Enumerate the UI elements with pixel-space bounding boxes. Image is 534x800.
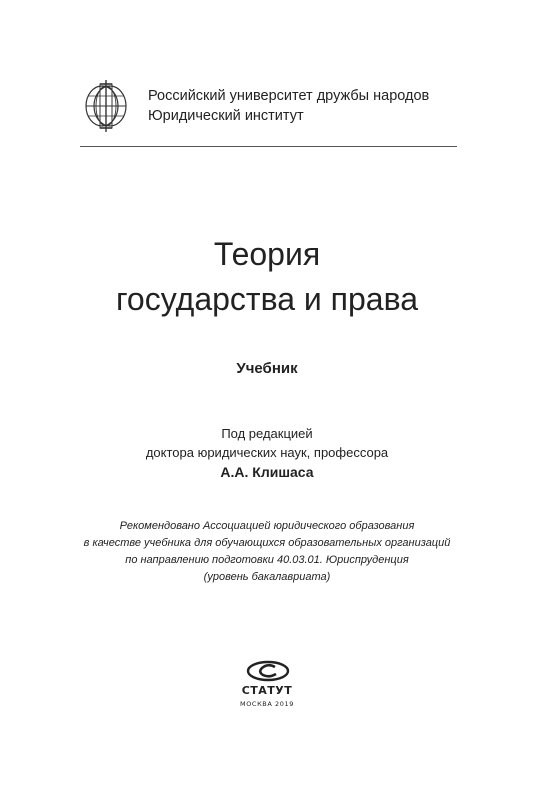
publisher-name: СТАТУТ xyxy=(241,684,293,697)
university-name: Российский университет дружбы народов xyxy=(148,88,430,104)
title-line-1: Теория xyxy=(213,236,321,272)
header xyxy=(80,78,460,138)
recommendation-line-3: по направлению подготовки 40.03.01. Юриспруденция xyxy=(125,554,409,566)
publisher-city-year: МОСКВА 2019 xyxy=(240,700,294,708)
editor-line-1: Под редакцией xyxy=(221,426,313,441)
recommendation-block xyxy=(0,518,534,586)
institute-name: Юридический институт xyxy=(148,108,304,124)
recommendation-line-2: в качестве учебника для обучающихся образовательных организаций xyxy=(83,537,451,549)
document-type: Учебник xyxy=(236,360,298,377)
institution-names xyxy=(148,86,429,126)
editor-line-2: доктора юридических наук, профессора xyxy=(145,445,389,460)
header-divider xyxy=(80,146,457,147)
editor-name: А.А. Клишаса xyxy=(220,464,314,480)
university-logo-icon xyxy=(80,78,132,134)
book-title xyxy=(0,232,534,322)
recommendation-line-4: (уровень бакалавриата) xyxy=(203,571,331,583)
publisher-logo-icon xyxy=(245,660,291,682)
editor-block xyxy=(0,424,534,482)
title-line-2: государства и права xyxy=(115,281,419,317)
recommendation-line-1: Рекомендовано Ассоциацией юридического образования xyxy=(119,520,415,532)
